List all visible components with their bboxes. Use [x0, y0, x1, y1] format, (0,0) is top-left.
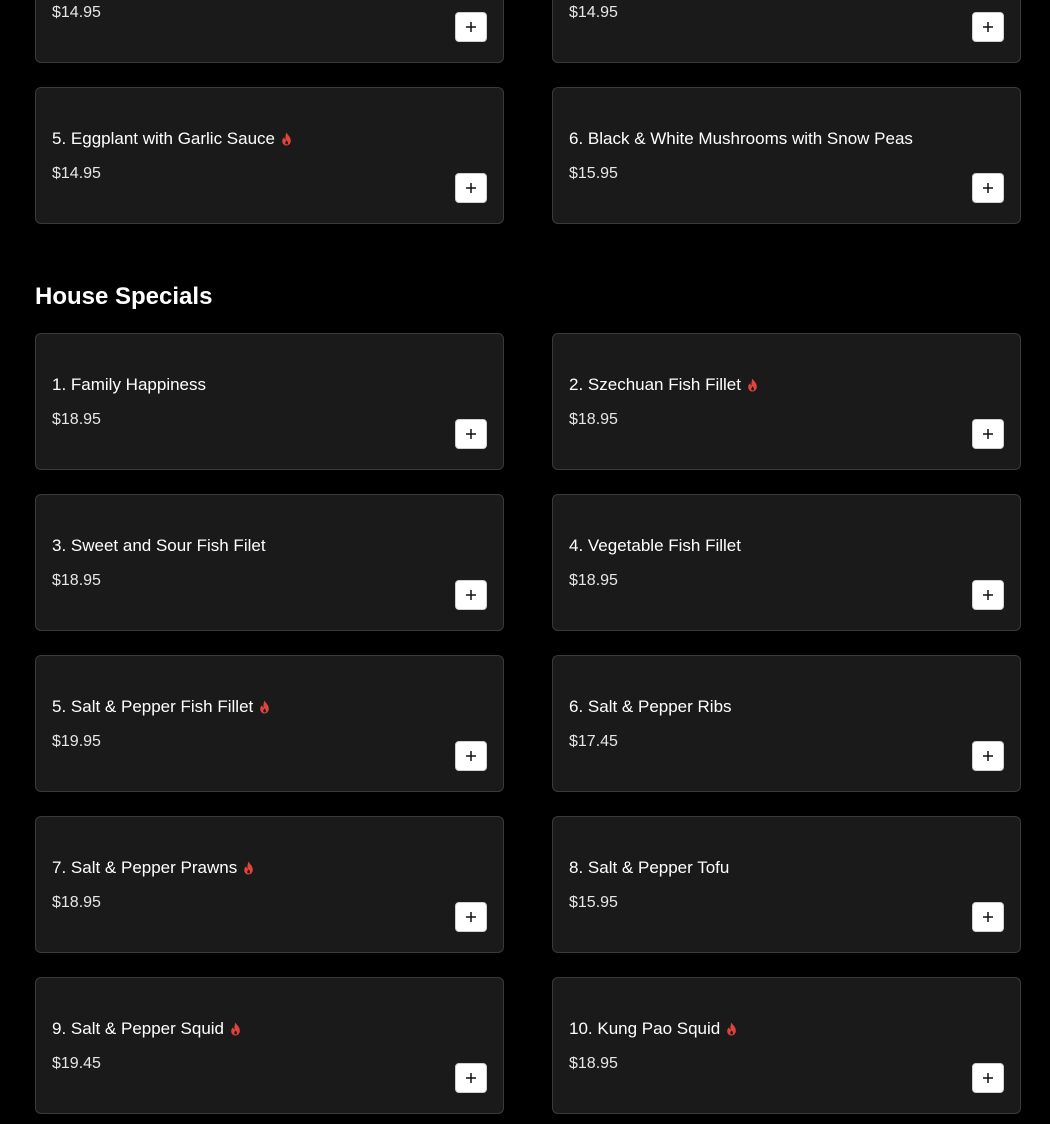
menu-item-card[interactable] [552, 494, 1021, 631]
menu-item-name-row [52, 129, 292, 149]
menu-item-name-row [569, 536, 741, 556]
menu-item-name: 8. Salt & Pepper Tofu [569, 858, 730, 877]
plus-icon [982, 750, 994, 762]
add-to-cart-button[interactable] [455, 1063, 487, 1093]
add-to-cart-button[interactable] [455, 173, 487, 203]
plus-icon [982, 21, 994, 33]
flame-icon [243, 861, 254, 875]
menu-item-price: $19.95 [52, 733, 101, 750]
menu-item-name: 6. Black & White Mushrooms with Snow Peas [569, 129, 913, 148]
add-to-cart-button[interactable] [455, 419, 487, 449]
menu-item-card[interactable] [35, 655, 504, 792]
menu-item-name-row [569, 129, 913, 149]
menu-item-price: $18.95 [569, 411, 618, 428]
menu-item-name: 6. Salt & Pepper Ribs [569, 697, 732, 716]
flame-icon [259, 700, 270, 714]
menu-item-name-row [569, 1019, 737, 1039]
menu-item-name-row [569, 697, 732, 717]
menu-item-name-row [52, 536, 266, 556]
menu-item-price: $18.95 [569, 1055, 618, 1072]
menu-item-price: $18.95 [52, 572, 101, 589]
menu-item-name: 1. Family Happiness [52, 375, 207, 394]
menu-item-name: 5. Eggplant with Garlic Sauce [52, 129, 276, 148]
menu-item-card[interactable] [552, 87, 1021, 224]
add-to-cart-button[interactable] [972, 419, 1004, 449]
menu-item-price: $17.45 [569, 733, 618, 750]
plus-icon [982, 911, 994, 923]
add-to-cart-button[interactable] [455, 12, 487, 42]
menu-item-price: $19.45 [52, 1055, 101, 1072]
plus-icon [465, 182, 477, 194]
add-to-cart-button[interactable] [972, 902, 1004, 932]
menu-item-name-row [52, 697, 270, 717]
flame-icon [230, 1022, 241, 1036]
menu-item-price: $18.95 [52, 894, 101, 911]
add-to-cart-button[interactable] [972, 1063, 1004, 1093]
menu-item-name: 5. Salt & Pepper Fish Fillet [52, 697, 254, 716]
menu-item-name: 10. Kung Pao Squid [569, 1019, 721, 1038]
menu-item-price: $14.95 [52, 165, 101, 182]
plus-icon [982, 182, 994, 194]
plus-icon [465, 428, 477, 440]
menu-item-name-row [52, 375, 206, 395]
menu-grid-previous-section [35, 0, 1021, 224]
plus-icon [982, 1072, 994, 1084]
menu-item-name-row [52, 858, 254, 878]
menu-item-card[interactable] [35, 333, 504, 470]
menu-item-card[interactable] [35, 977, 504, 1114]
plus-icon [982, 428, 994, 440]
menu-item-card[interactable] [552, 816, 1021, 953]
section-title-house-specials: House Specials [35, 283, 213, 310]
plus-icon [465, 589, 477, 601]
menu-item-name-row [569, 375, 758, 395]
menu-item-price: $15.95 [569, 894, 618, 911]
plus-icon [465, 911, 477, 923]
flame-icon [726, 1022, 737, 1036]
menu-item-card[interactable] [35, 87, 504, 224]
menu-item-card[interactable] [35, 0, 504, 63]
add-to-cart-button[interactable] [972, 173, 1004, 203]
add-to-cart-button[interactable] [455, 580, 487, 610]
menu-item-price: $14.95 [569, 4, 618, 21]
menu-item-name-row [52, 1019, 241, 1039]
plus-icon [465, 1072, 477, 1084]
add-to-cart-button[interactable] [455, 741, 487, 771]
menu-item-name: 2. Szechuan Fish Fillet [569, 375, 741, 394]
menu-item-name-row [569, 858, 729, 878]
menu-item-name: 7. Salt & Pepper Prawns [52, 858, 238, 877]
menu-item-price: $18.95 [569, 572, 618, 589]
add-to-cart-button[interactable] [455, 902, 487, 932]
flame-icon [281, 132, 292, 146]
add-to-cart-button[interactable] [972, 12, 1004, 42]
plus-icon [465, 21, 477, 33]
menu-item-name: 9. Salt & Pepper Squid [52, 1019, 225, 1038]
menu-item-card[interactable] [35, 494, 504, 631]
menu-item-card[interactable] [552, 0, 1021, 63]
add-to-cart-button[interactable] [972, 580, 1004, 610]
menu-item-name: 3. Sweet and Sour Fish Filet [52, 536, 266, 555]
menu-item-price: $18.95 [52, 411, 101, 428]
add-to-cart-button[interactable] [972, 741, 1004, 771]
flame-icon [747, 378, 758, 392]
menu-item-card[interactable] [552, 655, 1021, 792]
menu-item-card[interactable] [552, 333, 1021, 470]
menu-item-card[interactable] [552, 977, 1021, 1114]
menu-item-card[interactable] [35, 816, 504, 953]
plus-icon [465, 750, 477, 762]
plus-icon [982, 589, 994, 601]
menu-grid-house-specials [35, 333, 1021, 1114]
menu-item-name: 4. Vegetable Fish Fillet [569, 536, 741, 555]
menu-item-price: $15.95 [569, 165, 618, 182]
menu-item-price: $14.95 [52, 4, 101, 21]
